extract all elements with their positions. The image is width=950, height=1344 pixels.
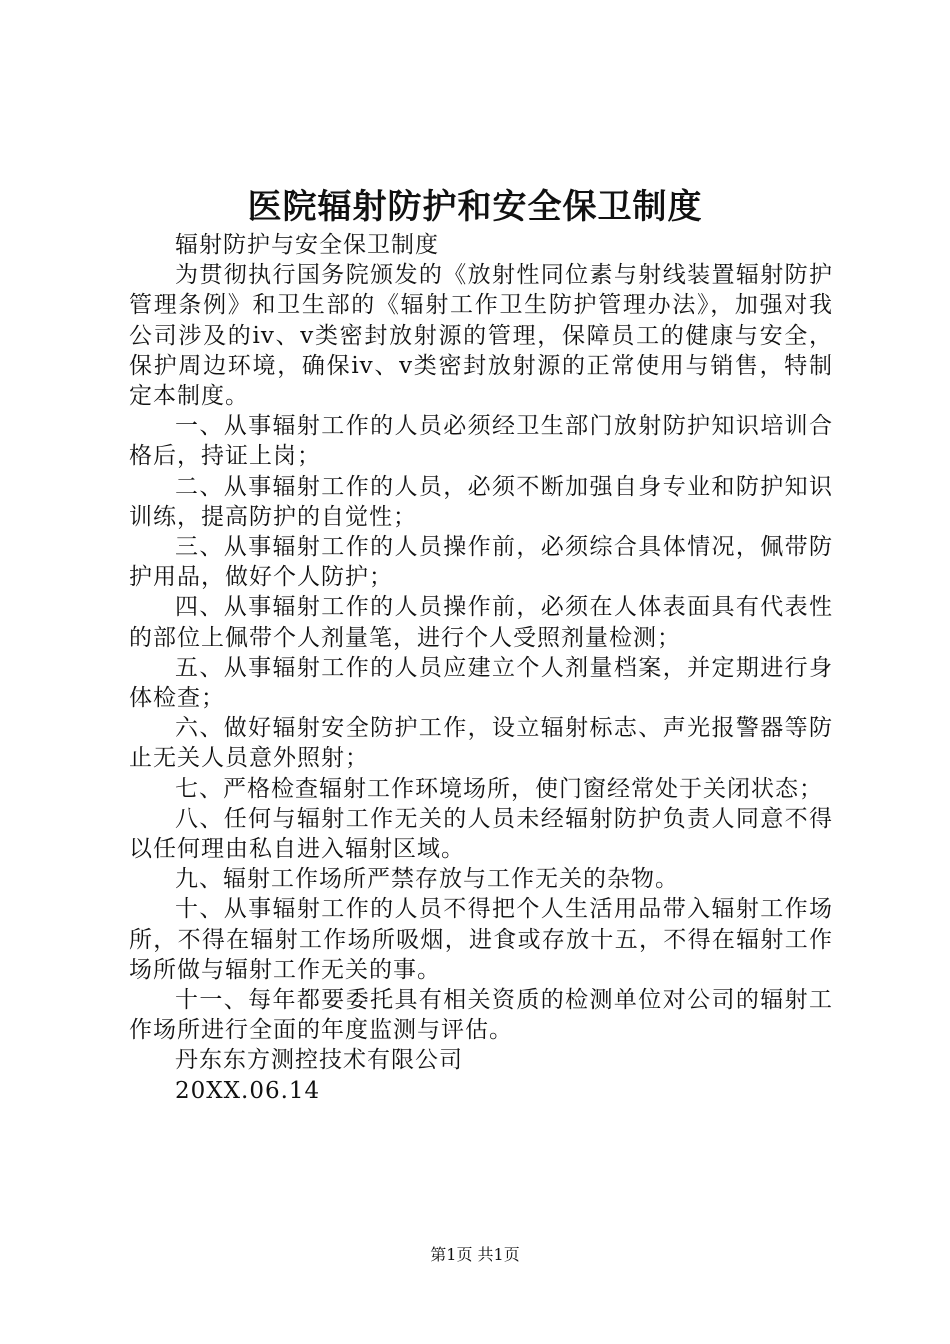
company-name: 丹东东方测控技术有限公司: [175, 1047, 463, 1074]
page-number: 第1页 共1页: [430, 1245, 520, 1264]
document-body: [129, 230, 833, 1106]
rule-6-paragraph: 六、做好辐射安全防护工作，设立辐射标志、声光报警器等防止无关人员意外照射；: [129, 715, 833, 772]
document-date: 20XX.06.14: [175, 1077, 321, 1104]
rule-4-paragraph: 四、从事辐射工作的人员操作前，必须在人体表面具有代表性的部位上佩带个人剂量笔，进行个人受照剂量检测；: [129, 594, 833, 651]
rule-7-paragraph: 七、严格检查辐射工作环境场所，使门窗经常处于关闭状态；: [175, 775, 823, 802]
subtitle-paragraph: 辐射防护与安全保卫制度: [175, 232, 439, 258]
rule-3-paragraph: 三、从事辐射工作的人员操作前，必须综合具体情况，佩带防护用品，做好个人防护；: [129, 534, 833, 591]
rule-8-paragraph: 八、任何与辐射工作无关的人员未经辐射防护负责人同意不得以任何理由私自进入辐射区域。: [129, 805, 833, 863]
rule-9-paragraph: 九、辐射工作场所严禁存放与工作无关的杂物。: [175, 866, 679, 893]
intro-paragraph: 为贯彻执行国务院颁发的《放射性同位素与射线装置辐射防护管理条例》和卫生部的《辐射工作卫生防护管理办法》，加强对我公司涉及的iv、v类密封放射源的管理，保障员工的健康与安全，保护周边环境，确保iv、v类密封放射源的正常使用与销售，特制定本制度。: [129, 262, 833, 410]
document-title: 医院辐射防护和安全保卫制度: [247, 187, 703, 227]
rule-2-paragraph: 二、从事辐射工作的人员，必须不断加强自身专业和防护知识训练，提高防护的自觉性；: [129, 473, 833, 530]
rule-11-paragraph: 十一、每年都要委托具有相关资质的检测单位对公司的辐射工作场所进行全面的年度监测与评估。: [129, 987, 833, 1044]
rule-1-paragraph: 一、从事辐射工作的人员必须经卫生部门放射防护知识培训合格后，持证上岗；: [129, 413, 833, 470]
rule-5-paragraph: 五、从事辐射工作的人员应建立个人剂量档案，并定期进行身体检查；: [129, 654, 833, 712]
rule-10-paragraph: 十、从事辐射工作的人员不得把个人生活用品带入辐射工作场所，不得在辐射工作场所吸烟，进食或存放十五，不得在辐射工作场所做与辐射工作无关的事。: [129, 896, 833, 983]
